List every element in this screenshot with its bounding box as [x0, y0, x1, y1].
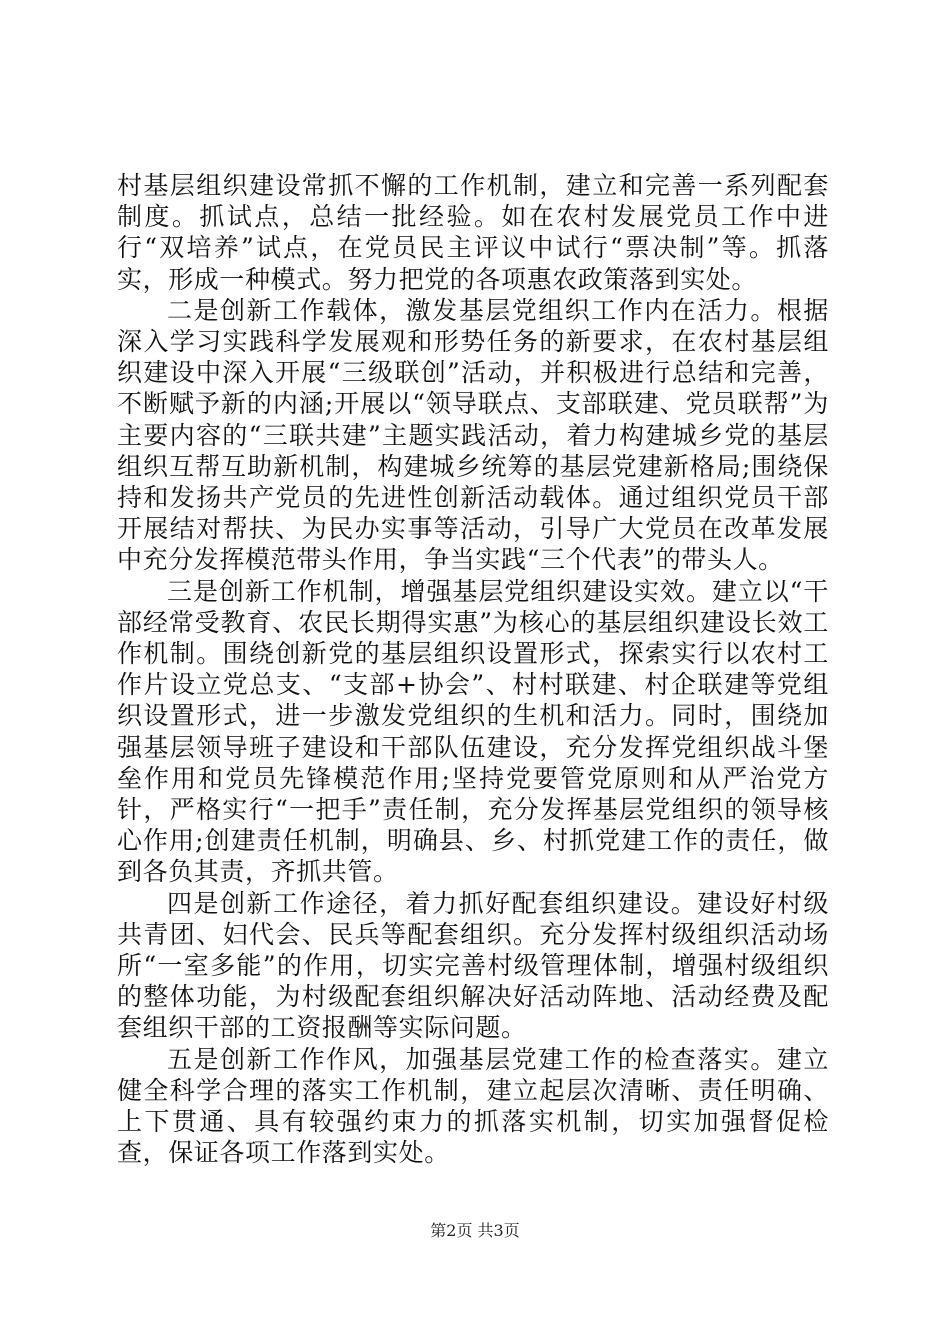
paragraph-three: 三是创新工作机制，增强基层党组织建设实效。建立以“干部经常受教育、农民长期得实惠”为核心的基层组织建设长效工作机制。围绕创新党的基层组织设置形式，探索实行以农村工作片设立党总支、“支部+协会”、村村联建、村企联建等党组织设置形式，进一步激发党组织的生机和活力。同时，围绕加强基层领导班子建设和干部队伍建设，充分发挥党组织战斗堡垒作用和党员先锋模范作用;坚持党要管党原则和从严治党方针，严格实行“一把手”责任制，充分发挥基层党组织的领导核心作用;创建责任机制，明确县、乡、村抓党建工作的责任，做到各负其责，齐抓共管。	[117, 576, 829, 887]
paragraph-two: 二是创新工作载体，激发基层党组织工作内在活力。根据深入学习实践科学发展观和形势任务的新要求，在农村基层组织建设中深入开展“三级联创”活动，并积极进行总结和完善，不断赋予新的内涵;开展以“领导联点、支部联建、党员联帮”为主要内容的“三联共建”主题实践活动，着力构建城乡党的基层组织互帮互助新机制，构建城乡统筹的基层党建新格局;围绕保持和发扬共产党员的先进性创新活动载体。通过组织党员干部开展结对帮扶、为民办实事等活动，引导广大党员在改革发展中充分发挥模范带头作用，争当实践“三个代表”的带头人。	[117, 295, 829, 575]
paragraph-continuation: 村基层组织建设常抓不懈的工作机制，建立和完善一系列配套制度。抓试点，总结一批经验。如在农村发展党员工作中进行“双培养”试点，在党员民主评议中试行“票决制”等。抓落实，形成一种模式。努力把党的各项惠农政策落到实处。	[117, 171, 829, 294]
page-footer: 第2页 共3页	[430, 1221, 520, 1240]
document-body	[117, 170, 829, 1169]
paragraph-five: 五是创新工作作风，加强基层党建工作的检查落实。建立健全科学合理的落实工作机制，建立起层次清晰、责任明确、上下贯通、具有较强约束力的抓落实机制，切实加强督促检查，保证各项工作落到实处。	[117, 1044, 829, 1168]
paragraph-four: 四是创新工作途径，着力抓好配套组织建设。建设好村级共青团、妇代会、民兵等配套组织。充分发挥村级组织活动场所“一室多能”的作用，切实完善村级管理体制，增强村级组织的整体功能，为村级配套组织解决好活动阵地、活动经费及配套组织干部的工资报酬等实际问题。	[117, 888, 829, 1043]
